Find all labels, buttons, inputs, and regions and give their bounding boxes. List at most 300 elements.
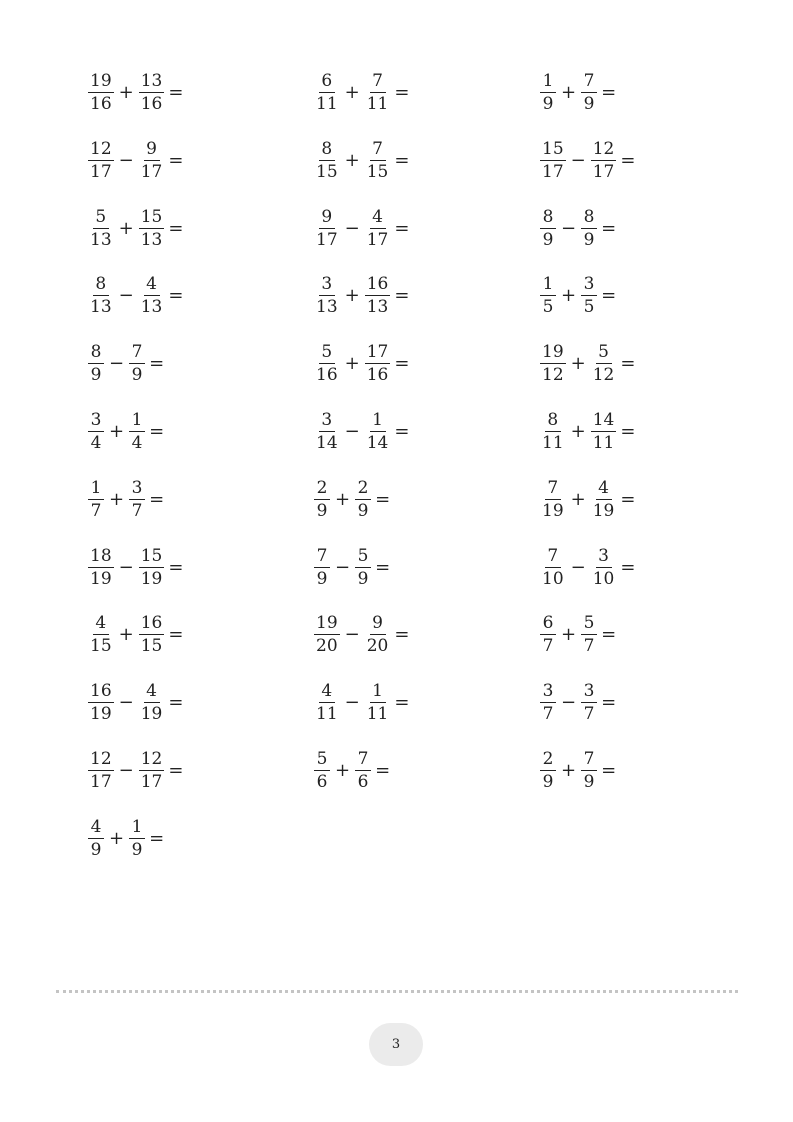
numerator: 4 xyxy=(596,480,612,500)
operator-sign: + xyxy=(109,420,125,442)
equals-sign: = xyxy=(149,353,165,375)
first-fraction xyxy=(88,615,114,655)
denominator: 9 xyxy=(357,568,369,589)
numerator: 1 xyxy=(540,73,556,93)
numerator: 15 xyxy=(140,545,163,566)
second-fraction xyxy=(591,545,617,589)
operator-sign: + xyxy=(570,353,586,375)
numerator: 7 xyxy=(129,344,145,364)
denominator: 9 xyxy=(583,229,595,250)
first-fraction xyxy=(88,477,104,521)
denominator: 4 xyxy=(131,432,143,453)
fraction-problem xyxy=(314,748,540,794)
denominator: 12 xyxy=(542,365,564,386)
fraction-problem xyxy=(314,545,540,591)
equals-sign: = xyxy=(620,149,636,171)
denominator: 15 xyxy=(366,161,389,182)
second-fraction xyxy=(139,138,165,182)
denominator: 19 xyxy=(140,704,163,725)
fraction-problem xyxy=(88,680,314,726)
denominator: 4 xyxy=(90,432,102,453)
fraction-problem xyxy=(540,70,738,116)
denominator: 9 xyxy=(583,94,595,114)
equals-sign: = xyxy=(394,217,410,239)
operator-sign: − xyxy=(561,692,577,714)
first-fraction xyxy=(88,683,114,723)
operator-sign: + xyxy=(118,624,134,646)
denominator: 17 xyxy=(90,161,112,182)
denominator: 5 xyxy=(542,297,554,318)
numerator: 8 xyxy=(540,209,556,229)
numerator: 4 xyxy=(93,615,109,635)
denominator: 13 xyxy=(140,229,163,250)
operator-sign: + xyxy=(344,149,360,171)
numerator: 4 xyxy=(144,683,160,703)
first-fraction xyxy=(88,276,114,316)
fraction-problem xyxy=(88,70,314,116)
denominator: 6 xyxy=(316,771,328,792)
equals-sign: = xyxy=(394,624,410,646)
second-fraction xyxy=(581,748,597,792)
problem-grid xyxy=(88,70,738,884)
first-fraction xyxy=(540,344,566,384)
fraction-problem xyxy=(88,138,314,184)
operator-sign: + xyxy=(561,624,577,646)
fraction-problem xyxy=(88,816,314,862)
denominator: 11 xyxy=(366,704,389,725)
denominator: 9 xyxy=(131,365,143,386)
first-fraction xyxy=(88,409,104,453)
denominator: 7 xyxy=(583,704,595,725)
operator-sign: − xyxy=(109,353,125,375)
denominator: 12 xyxy=(592,365,615,386)
denominator: 20 xyxy=(366,636,389,657)
equals-sign: = xyxy=(168,556,184,578)
numerator: 1 xyxy=(88,480,104,500)
denominator: 9 xyxy=(542,229,554,250)
first-fraction xyxy=(314,615,340,655)
denominator: 16 xyxy=(366,365,389,386)
denominator: 11 xyxy=(366,94,389,114)
denominator: 7 xyxy=(542,636,554,657)
fraction-problem xyxy=(540,206,738,252)
operator-sign: + xyxy=(561,285,577,307)
first-fraction xyxy=(540,615,556,655)
equals-sign: = xyxy=(375,488,391,510)
first-fraction xyxy=(314,477,330,521)
numerator: 7 xyxy=(314,548,330,568)
numerator: 2 xyxy=(355,480,371,500)
second-fraction xyxy=(365,683,391,723)
equals-sign: = xyxy=(601,692,617,714)
denominator: 17 xyxy=(90,771,112,792)
numerator: 1 xyxy=(370,412,386,432)
second-fraction xyxy=(365,206,391,250)
denominator: 17 xyxy=(542,161,564,182)
second-fraction xyxy=(129,477,145,521)
fraction-problem xyxy=(540,273,738,319)
first-fraction xyxy=(540,409,566,453)
equals-sign: = xyxy=(168,285,184,307)
denominator: 6 xyxy=(357,771,369,792)
denominator: 9 xyxy=(316,500,328,521)
first-fraction xyxy=(88,344,104,384)
fraction-problem xyxy=(540,138,738,184)
equals-sign: = xyxy=(168,82,184,103)
numerator: 4 xyxy=(319,683,335,703)
denominator: 7 xyxy=(131,500,143,521)
denominator: 9 xyxy=(542,94,554,114)
operator-sign: − xyxy=(335,556,351,578)
equals-sign: = xyxy=(601,217,617,239)
denominator: 17 xyxy=(316,229,338,250)
operator-sign: − xyxy=(118,759,134,781)
numerator: 19 xyxy=(542,342,564,363)
first-fraction xyxy=(88,748,114,792)
first-fraction xyxy=(314,73,340,113)
second-fraction xyxy=(365,409,391,453)
denominator: 10 xyxy=(542,568,564,589)
numerator: 4 xyxy=(370,209,386,229)
first-fraction xyxy=(88,816,104,860)
fraction-problem xyxy=(540,545,738,591)
operator-sign: + xyxy=(109,488,125,510)
first-fraction xyxy=(88,545,114,589)
second-fraction xyxy=(591,138,617,182)
denominator: 19 xyxy=(542,500,564,521)
numerator: 4 xyxy=(88,819,104,839)
operator-sign: + xyxy=(561,759,577,781)
denominator: 11 xyxy=(592,432,615,453)
numerator: 7 xyxy=(581,751,597,771)
numerator: 12 xyxy=(90,748,112,769)
denominator: 15 xyxy=(90,636,112,657)
numerator: 8 xyxy=(581,209,597,229)
numerator: 1 xyxy=(370,683,386,703)
numerator: 1 xyxy=(129,412,145,432)
denominator: 15 xyxy=(316,161,338,182)
denominator: 20 xyxy=(316,636,338,657)
denominator: 16 xyxy=(316,365,338,386)
numerator: 3 xyxy=(581,276,597,296)
numerator: 5 xyxy=(355,548,371,568)
denominator: 17 xyxy=(366,229,389,250)
equals-sign: = xyxy=(394,285,410,307)
numerator: 4 xyxy=(144,276,160,296)
second-fraction xyxy=(129,344,145,384)
numerator: 7 xyxy=(370,141,386,161)
numerator: 12 xyxy=(90,138,112,159)
denominator: 19 xyxy=(592,500,615,521)
operator-sign: + xyxy=(118,217,134,239)
numerator: 3 xyxy=(88,412,104,432)
footer-divider xyxy=(56,990,738,993)
denominator: 7 xyxy=(542,704,554,725)
numerator: 5 xyxy=(581,615,597,635)
second-fraction xyxy=(591,477,617,521)
fraction-problem xyxy=(88,477,314,523)
equals-sign: = xyxy=(394,82,410,103)
numerator: 5 xyxy=(93,209,109,229)
equals-sign: = xyxy=(375,759,391,781)
equals-sign: = xyxy=(149,420,165,442)
numerator: 9 xyxy=(319,209,335,229)
denominator: 16 xyxy=(90,94,112,114)
equals-sign: = xyxy=(168,624,184,646)
second-fraction xyxy=(591,409,617,453)
operator-sign: + xyxy=(561,82,577,103)
second-fraction xyxy=(139,683,165,723)
fraction-problem xyxy=(314,680,540,726)
numerator: 15 xyxy=(140,206,163,227)
numerator: 5 xyxy=(596,344,612,364)
equals-sign: = xyxy=(394,420,410,442)
second-fraction xyxy=(581,615,597,655)
denominator: 13 xyxy=(366,297,389,318)
numerator: 3 xyxy=(581,683,597,703)
second-fraction xyxy=(581,683,597,723)
equals-sign: = xyxy=(375,556,391,578)
first-fraction xyxy=(540,477,566,521)
equals-sign: = xyxy=(601,285,617,307)
second-fraction xyxy=(139,206,165,250)
operator-sign: − xyxy=(118,285,134,307)
operator-sign: + xyxy=(344,82,360,103)
denominator: 9 xyxy=(131,839,143,860)
first-fraction xyxy=(540,545,566,589)
denominator: 9 xyxy=(90,365,102,386)
numerator: 5 xyxy=(314,751,330,771)
operator-sign: − xyxy=(344,420,360,442)
numerator: 9 xyxy=(144,141,160,161)
equals-sign: = xyxy=(601,82,617,103)
first-fraction xyxy=(314,545,330,589)
denominator: 11 xyxy=(542,432,564,453)
operator-sign: − xyxy=(118,556,134,578)
first-fraction xyxy=(540,73,556,113)
second-fraction xyxy=(591,344,617,384)
fraction-problem xyxy=(540,748,738,794)
numerator: 12 xyxy=(140,748,163,769)
numerator: 17 xyxy=(366,342,389,363)
fraction-problem xyxy=(540,477,738,523)
fraction-problem xyxy=(540,680,738,726)
numerator: 9 xyxy=(370,615,386,635)
operator-sign: − xyxy=(570,556,586,578)
numerator: 16 xyxy=(366,274,389,295)
denominator: 10 xyxy=(592,568,615,589)
fraction-problem xyxy=(540,341,738,387)
denominator: 13 xyxy=(90,297,112,318)
first-fraction xyxy=(314,683,340,723)
operator-sign: − xyxy=(570,149,586,171)
operator-sign: + xyxy=(570,420,586,442)
fraction-problem xyxy=(314,409,540,455)
first-fraction xyxy=(540,276,556,316)
equals-sign: = xyxy=(168,217,184,239)
denominator: 17 xyxy=(592,161,615,182)
page-number-badge xyxy=(369,1023,423,1066)
operator-sign: − xyxy=(344,217,360,239)
numerator: 3 xyxy=(319,276,335,296)
operator-sign: − xyxy=(118,692,134,714)
numerator: 8 xyxy=(319,141,335,161)
denominator: 9 xyxy=(583,771,595,792)
equals-sign: = xyxy=(601,759,617,781)
second-fraction xyxy=(355,477,371,521)
operator-sign: + xyxy=(335,759,351,781)
denominator: 19 xyxy=(140,568,163,589)
denominator: 7 xyxy=(90,500,102,521)
equals-sign: = xyxy=(168,692,184,714)
second-fraction xyxy=(365,73,391,113)
first-fraction xyxy=(314,276,340,316)
fraction-problem xyxy=(314,477,540,523)
numerator: 7 xyxy=(545,548,561,568)
denominator: 17 xyxy=(140,771,163,792)
second-fraction xyxy=(139,748,165,792)
numerator: 6 xyxy=(319,73,335,93)
first-fraction xyxy=(314,206,340,250)
numerator: 3 xyxy=(540,683,556,703)
numerator: 15 xyxy=(542,138,564,159)
operator-sign: + xyxy=(109,827,125,849)
second-fraction xyxy=(129,816,145,860)
second-fraction xyxy=(129,409,145,453)
fraction-problem xyxy=(88,612,314,658)
numerator: 16 xyxy=(90,681,112,702)
equals-sign: = xyxy=(620,556,636,578)
numerator: 5 xyxy=(319,344,335,364)
second-fraction xyxy=(139,73,165,113)
denominator: 19 xyxy=(90,704,112,725)
numerator: 6 xyxy=(540,615,556,635)
operator-sign: + xyxy=(118,82,134,103)
second-fraction xyxy=(365,138,391,182)
denominator: 9 xyxy=(316,568,328,589)
equals-sign: = xyxy=(394,149,410,171)
second-fraction xyxy=(139,276,165,316)
denominator: 5 xyxy=(583,297,595,318)
numerator: 7 xyxy=(545,480,561,500)
second-fraction xyxy=(139,615,165,655)
denominator: 16 xyxy=(140,94,163,114)
denominator: 14 xyxy=(366,432,389,453)
equals-sign: = xyxy=(601,624,617,646)
numerator: 2 xyxy=(540,751,556,771)
second-fraction xyxy=(355,545,371,589)
numerator: 3 xyxy=(596,548,612,568)
fraction-problem xyxy=(314,341,540,387)
denominator: 19 xyxy=(90,568,112,589)
fraction-problem xyxy=(88,341,314,387)
equals-sign: = xyxy=(620,353,636,375)
fraction-problem xyxy=(314,138,540,184)
second-fraction xyxy=(365,344,391,384)
operator-sign: + xyxy=(570,488,586,510)
fraction-problem xyxy=(314,612,540,658)
second-fraction xyxy=(139,545,165,589)
numerator: 12 xyxy=(592,138,615,159)
equals-sign: = xyxy=(149,488,165,510)
page-number: 3 xyxy=(391,1037,401,1052)
first-fraction xyxy=(314,138,340,182)
numerator: 3 xyxy=(319,412,335,432)
denominator: 9 xyxy=(542,771,554,792)
operator-sign: + xyxy=(344,285,360,307)
first-fraction xyxy=(88,73,114,113)
fraction-problem xyxy=(88,273,314,319)
denominator: 11 xyxy=(316,94,338,114)
fraction-problem xyxy=(88,206,314,252)
first-fraction xyxy=(540,683,556,723)
numerator: 13 xyxy=(140,71,163,91)
operator-sign: + xyxy=(344,353,360,375)
first-fraction xyxy=(88,138,114,182)
fraction-problem xyxy=(88,545,314,591)
numerator: 7 xyxy=(355,751,371,771)
equals-sign: = xyxy=(394,692,410,714)
first-fraction xyxy=(540,138,566,182)
equals-sign: = xyxy=(168,759,184,781)
numerator: 18 xyxy=(90,545,112,566)
numerator: 2 xyxy=(314,480,330,500)
denominator: 14 xyxy=(316,432,338,453)
numerator: 19 xyxy=(316,613,338,634)
operator-sign: − xyxy=(118,149,134,171)
denominator: 15 xyxy=(140,636,163,657)
second-fraction xyxy=(581,206,597,250)
second-fraction xyxy=(365,615,391,655)
equals-sign: = xyxy=(168,149,184,171)
numerator: 7 xyxy=(370,73,386,93)
numerator: 14 xyxy=(592,409,615,430)
second-fraction xyxy=(365,276,391,316)
fraction-problem xyxy=(88,748,314,794)
second-fraction xyxy=(581,276,597,316)
denominator: 7 xyxy=(583,636,595,657)
fraction-problem xyxy=(314,273,540,319)
first-fraction xyxy=(314,748,330,792)
numerator: 8 xyxy=(545,412,561,432)
denominator: 9 xyxy=(357,500,369,521)
denominator: 13 xyxy=(140,297,163,318)
equals-sign: = xyxy=(620,420,636,442)
operator-sign: − xyxy=(344,624,360,646)
operator-sign: − xyxy=(344,692,360,714)
operator-sign: + xyxy=(335,488,351,510)
denominator: 11 xyxy=(316,704,338,725)
denominator: 9 xyxy=(90,839,102,860)
numerator: 1 xyxy=(540,276,556,296)
first-fraction xyxy=(540,206,556,250)
fraction-problem xyxy=(88,409,314,455)
second-fraction xyxy=(355,748,371,792)
fraction-problem xyxy=(314,206,540,252)
first-fraction xyxy=(314,344,340,384)
denominator: 17 xyxy=(140,161,163,182)
numerator: 3 xyxy=(129,480,145,500)
numerator: 8 xyxy=(93,276,109,296)
equals-sign: = xyxy=(149,827,165,849)
numerator: 8 xyxy=(88,344,104,364)
first-fraction xyxy=(540,748,556,792)
first-fraction xyxy=(88,206,114,250)
numerator: 1 xyxy=(129,819,145,839)
second-fraction xyxy=(581,73,597,113)
operator-sign: − xyxy=(561,217,577,239)
denominator: 13 xyxy=(316,297,338,318)
